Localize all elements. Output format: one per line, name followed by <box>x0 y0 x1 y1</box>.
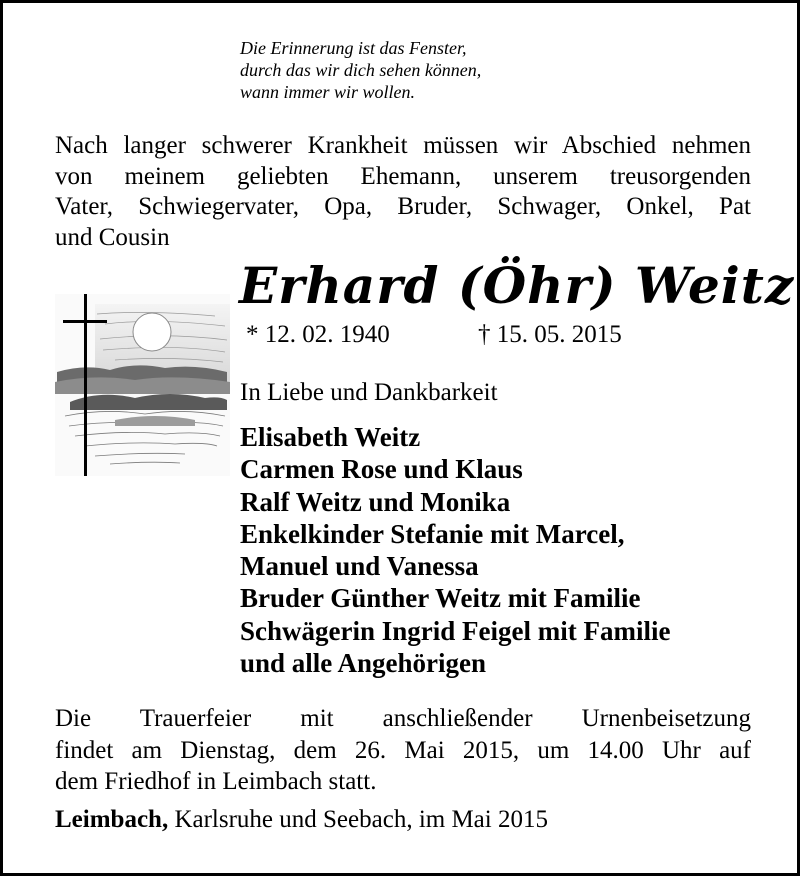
intro-text <box>55 131 751 253</box>
mourner-name: und alle Angehörigen <box>240 648 487 679</box>
intro-line: Vater, Schwiegervater, Opa, Bruder, Schwager, Onkel, Pat <box>55 193 751 220</box>
mourner-name: Schwägerin Ingrid Feigel mit Familie <box>240 615 671 646</box>
life-dates <box>246 319 766 351</box>
ceremony-line: dem Friedhof in Leimbach statt. <box>55 768 377 795</box>
ceremony-line: findet am Dienstag, dem 26. Mai 2015, um 14.00 Uhr auf <box>55 736 751 764</box>
birth-date: * 12. 02. 1940 <box>246 321 390 348</box>
closing-line <box>55 804 751 835</box>
ceremony-info <box>55 703 751 798</box>
intro-line: und Cousin <box>55 223 170 251</box>
mourners-intro: In Liebe und Dankbarkeit <box>240 379 498 406</box>
deceased-name: Erhard (Öhr) Weitz <box>239 256 795 315</box>
quote-line: Die Erinnerung ist das Fenster, <box>240 38 467 58</box>
mourners-list <box>240 421 760 679</box>
closing-rest: Karlsruhe und Seebach, im Mai 2015 <box>168 806 548 833</box>
death-date: † 15. 05. 2015 <box>478 321 622 348</box>
mourner-name: Bruder Günther Weitz mit Familie <box>240 583 641 614</box>
mourner-name: Enkelkinder Stefanie mit Marcel, <box>240 518 625 549</box>
intro-line: Nach langer schwerer Krankheit müssen wir Abschied nehmen <box>55 132 751 159</box>
closing-place: Leimbach, <box>55 806 169 833</box>
mourner-name: Elisabeth Weitz <box>240 422 421 452</box>
ceremony-line: Die Trauerfeier mit anschließender Urnenbeisetzung <box>55 705 751 732</box>
mourner-name: Carmen Rose und Klaus <box>240 454 523 485</box>
cross-and-sunset-landscape-icon <box>55 294 230 476</box>
mourner-name: Manuel und Vanessa <box>240 551 479 582</box>
mourner-name: Ralf Weitz und Monika <box>240 486 511 517</box>
quote-line: durch das wir dich sehen können, <box>240 60 482 80</box>
quote-line: wann immer wir wollen. <box>240 82 416 102</box>
intro-line: von meinem geliebten Ehemann, unserem treusorgenden <box>55 162 751 190</box>
memorial-quote <box>240 37 640 103</box>
